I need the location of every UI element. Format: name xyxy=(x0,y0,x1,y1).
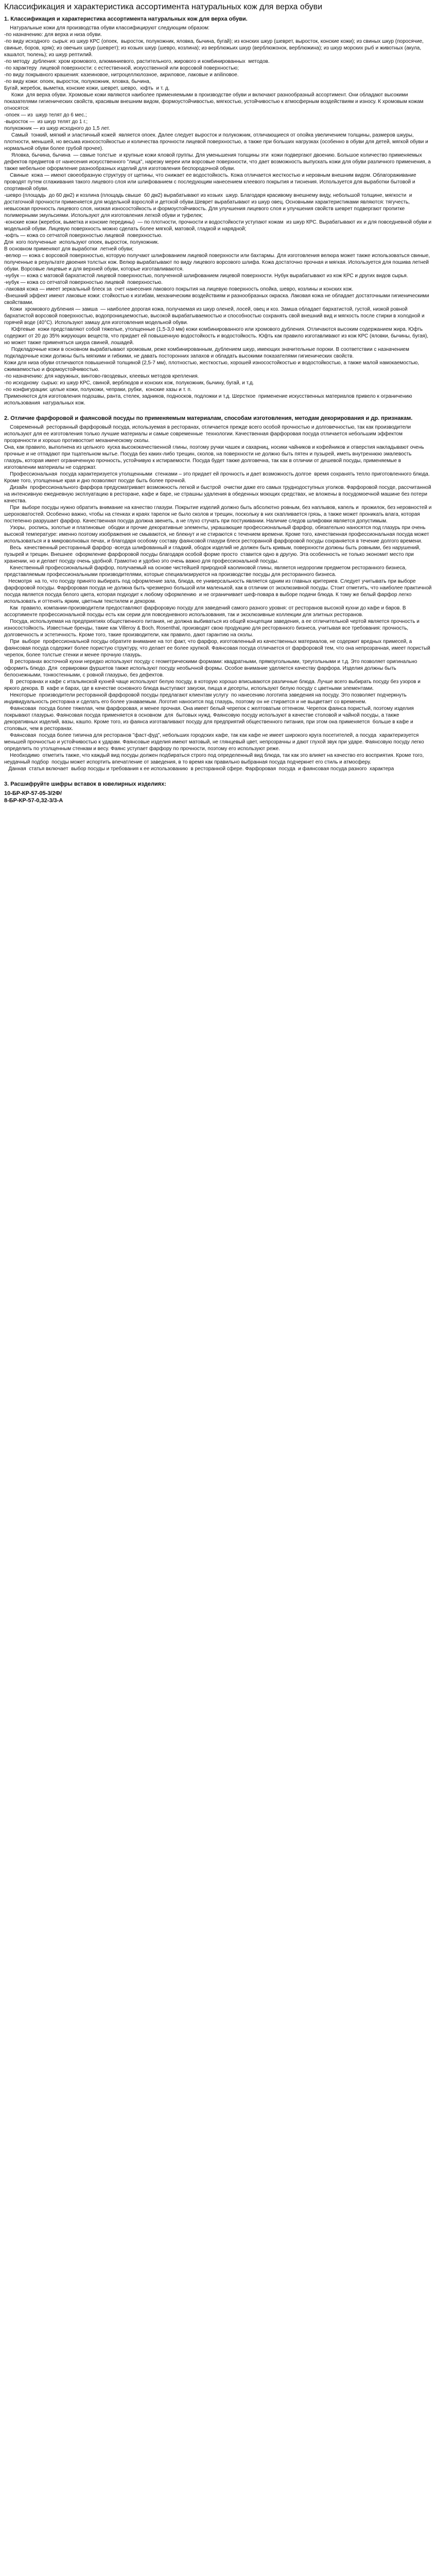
paragraph: -Внешний эффект имеют лаковые кожи: стойкостью к изгибам, механическим воздействиям и разнообразных окраска. Лаковая кожа не обладает достаточными гигиеническими свойствами. xyxy=(4,293,431,306)
paragraph: Кожи для верха обуви. Хромовые кожи являются наиболее применяемыми в производстве обуви и включают разнообразный ассортимент. Они обладают высокими показателями гигиенических свойств, красивым внешним видом, формоустойчивостью, мягкостью, устойчивостью к атмосферным воздействиям и износу. К хромовым кожам относятся: xyxy=(4,92,425,111)
paragraph: Подкладочные кожи в основном вырабатывают хромовым, реже комбинированным, дублением шкур, имеющих значительные пороки. В соответствии с назначением подкладочные кожи должны быть мягкими и гибкими, не давать посторонних запахов и обладать высокими показателями гигиенических свойств. xyxy=(4,347,411,359)
paragraph: -нубук — кожа со сетчатой поверхностью лицевой поверхностью. xyxy=(4,280,163,285)
paragraph: Кожи для низа обуви отличаются повышенной толщиной (2,5-7 мм), плотностью, жесткостью, хорошей износостойкостью и водостойкостью, а также малой намокаемостью, сжимаемостью и формоустойчивостью. xyxy=(4,360,421,372)
paragraph: -по виду кожи: опоек, выросток, полукожник, яловка, бычина, xyxy=(4,79,151,84)
paragraph: Данная статья включает выбор посуды и требования к ее использованию в ресторанной сфере. Фарфоровая посуда и фаянсовая посуда разного характера xyxy=(4,766,394,772)
paragraph: -по исходному сырью: из шкур КРС, свиной, верблюдов и конских кож, полукожник, бычину, бугай, и т.д. xyxy=(4,380,254,386)
paragraph: -опоек — из шкур телят до 6 мес.; xyxy=(4,112,87,118)
paragraph: Она, как правило, выполнена из цельного куска высококачественной глины, поэтому ручки чашек и сахарниц, носики чайников и кофейников и отверстия накладывают очень прочные и не отпадают при тщательном мытье. Посуда без каких-либо трещин, сколов, на поверхности не должно быть пятен и пузырей, иметь внутреннюю эмалевость глазурь, которая имеет ограниченную прочность, устойчивую к истираемости. Посуда будет также долговечна, так как в отличии от дешевой посуды, применяемые в изготовлении материалы не содержат. xyxy=(4,445,426,470)
paragraph: Кожи хромового дубления — замша — наиболее дорогая кожа, получаемая из шкур оленей, лосей, овец и коз. Замша обладает бархатистой, густой, низкой ровной бархатистой ворсовой поверхностью, водопроницаемостью, высокой вырабатываемостью и способностью сохранять свой внешний вид и мягкость после стирки в холодной и горячей воде (40°С). Используют замшу для изготовления модельной обуви. xyxy=(4,307,426,326)
paragraph: -по характеру лицевой поверхности: с естественной, искусственной или ворсовой поверхностью; xyxy=(4,65,239,71)
jewelry-code-2: 8-БР-КР-57-0,32-3/3-А xyxy=(4,798,63,804)
paragraph: -юфть — кожа со сетчатой поверхностью лицевой поверхностью. xyxy=(4,233,163,239)
paragraph: В ресторанах восточной кухни нередко используют посуду с геометрическими формами: квадратными, прямоугольными, треугольными и т.д. Это позволяет оригинально оформить блюдо. Для сервировки фуршетов также используют посуду необычной формы. Особое внимание уделяется качеству фарфора. Изделия должны быть белоснежными, тонкостенными, с ровной глазурью, без дефектов. xyxy=(4,659,419,678)
paragraph: Дизайн профессионального фарфора предусматривает возможность легкой и быстрой очистки даже его самых труднодоступных уголков. Фарфоровой посуде, рассчитанной на интенсивную ежедневную эксплуатацию в ресторане, кафе и баре, не страшны удаления в обеденных моющих средствах, не вложены в посудомоечной машине без потери качества. xyxy=(4,485,434,504)
jewelry-code-1: 10-БР-КР-57-05-3/2Ф/ xyxy=(4,790,62,796)
paragraph: Самый тонкий, мягкий и эластичный кожей является опоек. Далее следует выросток и полукожник, отличающиеся от опойка увеличением толщины, размеров шкуры, плотности, меньшей, но весьма изнoсостойкостью и количества прочности лицевой поверхностью, а также при больших нагрузках (особенно в обуви для детей, мягкой обуви и нормальной обуви более грубой прочее). xyxy=(4,132,430,151)
paragraph: -лаковая кожа — имеет зеркальный блеск за счет нанесения лакового покрытия на лицевую поверхность опойка, шевро, козлины и конских кож. xyxy=(4,286,354,292)
section-2-body xyxy=(4,424,432,772)
paragraph: -по назначению: для верха и низа обуви. xyxy=(4,32,102,38)
paragraph: Профессиональная посуда характеризуется утолщенными стенками – это придает ей прочность и дает возможность долгое время сохранять тепло приготовленного блюда. Кроме того, утолщенные края и дно позволяют посуде быть более прочной. xyxy=(4,471,431,484)
paragraph: Для кого полученные используют опоек, выросток, полукожник. xyxy=(4,240,159,245)
paragraph: Современный ресторанный фарфоровый посуда, используемая в ресторанах, отличается прежде всего особой прочностью и долговечностью, так как производители используют для ее изготовления только лучшие материалы и самые современные технологии. Качественная фарфоровая посуда отличается небольшим эффектом прозрачности и хорошо противостоит механическому сколы. xyxy=(4,425,412,444)
paragraph: -по виду исходного сырья: из шкур КРС (опоек, выросток, полукожник, яловка, бычина, бугай); из конских шкур (шеврет, выросток, конские кожи); из свиных шкур (поросячие, свиные, боров, хряк); из овечьих шкур (шеврет); из козьих шкур (шевро, козлина); из верблюжьих шкур (верблюжонок, верблюжина); из шкур морских рыб и животных (акула, кашалот, тюлень); из шкур рептилий. xyxy=(4,39,425,58)
paragraph: -шевро (площадь до 60 дм2) и козлина (площадь свыше 60 дм2) вырабатывают из козьих шкур. Благодаря красивому внешнему виду, небольшой толщине, мягкости и достаточной прочности применяется для модельной взрослой и детской обуви.Шеврет вырабатывают из шкур овец. Основными характеристиками являются: тягучесть, невысокая прочность лицевого слоя, низкая изнoсостойкость и формоустойчивость. Для улучшения лицевого слоя и улучшения свойств шеврет подвергают пропитке полимерными эмульсиями. Используют для изготовления легкой обуви и туфелек; xyxy=(4,193,414,218)
section-2-heading: 2. Отличие фарфоровой и фаянсовой посуды по применяемым материалам, способам изготовления, методам декорирования и др. признакам. xyxy=(4,415,413,421)
paragraph: -конские кожи (жеребок, выметка и конские передины) — по плотности, прочности и водостойкости уступают кожам из шкур КРС. Вырабатывают их и для повседневной обуви и модельной обуви. Лицевую поверхность можно сделать более мягкой, матовой, гладкой и нарядной; xyxy=(4,219,433,232)
paragraph: При выборе профессиональной посуды обратите внимание на тот факт, что фарфор, изготовленный из качественных материалов, не содержит вредных примесей, а фаянсовая посуда содержит более пористую структуру, что делает ее более хрупкой. Фаянсовая посуда отличается от фарфоровой тем, что она непрозрачная, имеет пористый черепок, более толстые стенки и менее прочную глазурь. xyxy=(4,639,432,658)
paragraph: Применяются для изготовления подошвы, ранта, стелек, задников, подносков, подложки и т.д. Шерсткое применение искусственных материалов привело к ограничению использования натуральных кож. xyxy=(4,394,414,406)
paragraph: Свиные кожа — имеют своеобразную структуру от щетины, что снижает ее водостойкость. Кожа отличается жесткостью и неровным внешним видом. Облагораживание проводят путем сглаживания такого лицевого слоя или шлифованием с последующим нанесением клеевого покрытия и тиснения. Используется для выработки бытовой и спортивной обуви. xyxy=(4,173,418,192)
section-gap xyxy=(4,406,432,412)
paragraph: Весь качественный ресторанный фарфор -всегда шлифованный и гладкий, ободок изделий не должен быть кривым, поверхности должны быть ровными, без нарушений, пузырей и трещин. Внешнее оформление фарфоровой посуды благодаря особой форме просто ставится одно в другую. Эта особенность не только экономит место при хранении, но и делает посуду очень удобной. Грамотно и удобно это очень важно для профессиональной посуды. xyxy=(4,545,422,564)
document xyxy=(0,0,436,804)
paragraph: Как правило, компании-производители предоставляют фарфоровую посуду для заведений самого разного уровня: от ресторанов высокой кухни до кафе и баров. В ассортименте профессиональной посуды есть как серии для повседневного использования, так и эксклюзивные коллекции для элитных ресторанов. xyxy=(4,605,408,618)
paragraph: -по методу дубления: хром кромового, алюминиевого, растительного, жирового и комбинированных методов. xyxy=(4,59,270,64)
paragraph: полукожник — из шкур исходного до 1,5 лет. xyxy=(4,126,110,131)
paragraph: В основном применяют для выработки летней обуви; xyxy=(4,246,134,252)
paragraph: Несмотря на то, что посуду принято выбирать под оформление зала, блюда, ее универсальность является одним из главных критериев. Следует учитывать при выборе фарфоровой посуды. Фарфоровая посуда не должна быть чрезмерно большой или маленькой, как в отличии от эксклюзивной посуды. Стоит отметить, что наиболее практичной посуда является посуда белого цвета, которая подходит к любому оформлению и не ограничивает шеф-повара в выборе подачи блюда. К тому же белый фарфор легко использовать и оттенять ярким, цветным текстилем и декором. xyxy=(4,579,433,604)
paragraph: Посуда, используемая на предприятиях общественного питания, не должна выбиваться из общей концепции заведения, а ее отличительной чертой является прочность и износостойкость. Известные бренды, такие как Villeroy & Boch, Rosenthal, производят свою продукцию для ресторанного бизнеса, учитывая все требования: прочность, долговечность и эстетичность. Кроме того, такие производители, как правило, дают гарантию на сколы. xyxy=(4,619,421,638)
paragraph: -велюр — кожа с ворсовой поверхностью, которую получают шлифованием лицевой поверхности или бахтармы. Для изготовления велюра может также использоваться свиные, полученные в результате двоения толстых кож. Велюр вырабатывают по виду лицевого ворсового шлифа. Кожа достаточно прочная и мягкая. Используется для пошива летней обуви. Ворсовые лицевые и для верхней обуви, которые изготавливаются. xyxy=(4,253,431,272)
paragraph: Качественный профессиональный фарфор, получаемый на основе чистейшей природной каолиновой глины, является недорогим предметом ресторанного бизнеса, представляемым профессиональными производителями, которые специализируются на производстве посуды для ресторанного бизнеса. xyxy=(4,565,408,578)
paragraph: -нубук — кожа с матовой бархатистой лицевой поверхностью, полученной шлифованием лицевой поверхности. Нубук вырабатывают из кож КРС и других видов сырья. xyxy=(4,273,408,279)
paragraph: -по виду покрывного крашения: казеиновое, нитроцеллюлозное, акриловое, лаковые и anilinовое. xyxy=(4,72,239,78)
paragraph: Юфтевые кожи представляют собой тяжелые, утолщенные (1,5-3,0 мм) кожи комбинированного или хромового дубления. Отличаются высоким содержанием жира. Юфть содержит от 20 до 35% жирующих веществ, что придает ей повышенную водостойкость и водостойкость. Юфть как правило изготавливают из кож КРС (яловки, бычины, бугая), но может также применяться шкура свиней, лошадей. xyxy=(4,327,430,346)
section-gap xyxy=(4,772,432,777)
section-1-heading: 1. Классификация и характеристика ассортимента натуральных кож для верха обуви. xyxy=(4,16,248,22)
section-1-body xyxy=(4,25,432,406)
paragraph: Фаянсовая посуда более тяжелая, чем фарфоровая, и менее прочная. Она имеет белый черепок с желтоватым оттенком. Черепок фаянса пористый, поэтому изделия покрывают глазурью. Фаянсовая посуда применяется в основном для бытовых нужд. Фаянсовую посуду используют в качестве столовой и чайной посуды, а также декоративных изделий, вазы, кашпо. Кроме того, из фаянса изготавливают посуду для предприятий общественного питания, при этом она применяется больше в кафе и столовых, чем в ресторанах. xyxy=(4,706,415,732)
document-title: Классификация и характеристика ассортимента натуральных кож для верха обуви xyxy=(4,3,323,11)
paragraph: Узоры, роспись, золотые и платиновые ободки и прочие декоративные элементы, украшающие профессиональный фарфор, обязательно наносятся под глазурь при очень высокой температуре: именно поэтому изображения не смываются, не блекнут и не стираются с течением времени. Кроме того, качественная профессиональная посуда может использоваться и в микроволновых печах, и благодаря особому составу фаянсовой глазури блеск ресторанной фарфоровой посуды сохраняется в течение долгого времени. xyxy=(4,525,431,544)
paragraph: Некоторые производители ресторанной фарфоровой посуды предлагают клиентам услугу по нанесению логотипа заведения на посуду. Это позволяет подчеркнуть индивидуальность ресторана и сделать его более узнаваемым. Логотип наносится под глазурь, поэтому он не стирается и не выцветает со временем. xyxy=(4,692,408,705)
paragraph: -по конфигурации: целые кожи, полукожи, чепраки, рубки, конские хазы и т. п. xyxy=(4,387,192,393)
paragraph: Необходимо отметить также, что каждый вид посуды должен подбираться строго под определенный вид блюда, так как это влияет на качество его восприятия. Кроме того, неудачный подбор посуды может испортить впечатление от заведения, в то время как правильно выбранная посуда подчеркнет его стиль и атмосферу. xyxy=(4,753,426,765)
paragraph: -по назначению: для наружных, винтово-гвоздевых, клеевых методов крепления. xyxy=(4,374,199,379)
paragraph: При выборе посуды нужно обратить внимание на качество глазури. Покрытие изделий должно быть абсолютно ровным, без наплывов, капель и прожилок, без неровностей и шероховатостей. Особенно важно, чтобы на стенках и краях тарелок не было сколов и трещин, поскольку в них скапливается грязь, а также может проникать влага, которая постепенно разрушает фарфор. Качественная посуда должна звенеть, а не глухо стучать при постукивании. Наличие следов шлифовки является допустимым. xyxy=(4,505,433,524)
paragraph: Бугай, жеребок, выметка, конские кожи, шеврет, шевро, юфть и т. д. xyxy=(4,86,170,91)
paragraph: В ресторанах и кафе с итальянской кухней чаще используют белую посуду, в которую хорошо вписываются различные блюда. Лучше всего выбирать посуду без узоров и яркого декора. В кафе и барах, где в качестве основного блюда выступают закуски, пицца и десерты, используют белую посуду с цветными элементами. xyxy=(4,679,422,691)
paragraph: -выросток — из шкур телят до 1 г.; xyxy=(4,119,88,125)
paragraph: Яловка, бычина, бычина — самые толстые и крупные кожи яловой группы. Для уменьшения толщины эти кожи подвергают двоению. Большое количество применяемых дефектов предметов от нанесения искусственного "лица", нарезку мереи или ворсовые поверхности, что дает возможность выпускать кожи для обуви различного применения, а также мебельное оформление разнообразных изделий для изготовления беспородочной обуви. xyxy=(4,152,432,172)
paragraph: Натуральные кожи для производства обуви классифицируют следующим образом: xyxy=(4,25,210,31)
section-3-heading: 3. Расшифруйте шифры вставок в ювелирных изделиях: xyxy=(4,781,166,787)
paragraph: Фаянсовая посуда более типична для ресторанов "фаст-фуд", небольших городских кафе, так как кафе не имеет широкого круга посетителей, а посуда характеризуется меньшей прочностью и устойчивостью к ударам. Фаянсовые изделия имеют матовый, не глянцевый цвет, непрозрачны и дают глухой звук при ударе. Фаянсовую посуду легко определить по утолщенным стенкам и весу. Фаянс уступает фарфору по прочности, поэтому его используют реже. xyxy=(4,733,426,752)
